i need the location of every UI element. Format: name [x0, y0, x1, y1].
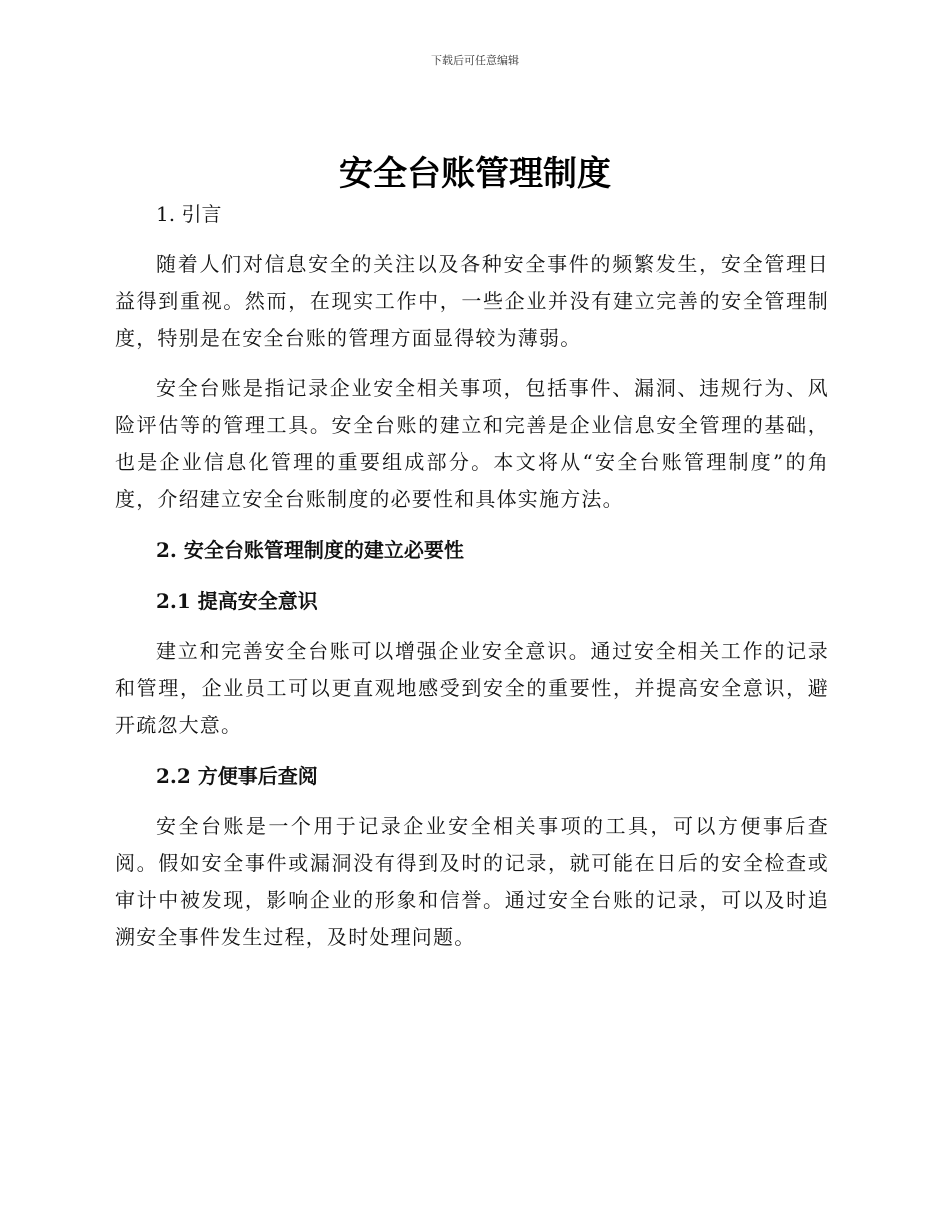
subsection-heading-awareness: 2.1 提高安全意识: [156, 589, 318, 613]
document-title: 安全台账管理制度: [339, 154, 611, 194]
subsection-heading-lookup: 2.2 方便事后查阅: [156, 764, 318, 788]
paragraph: 随着人们对信息安全的关注以及各种安全事件的频繁发生，安全管理日益得到重视。然而，在现实工作中，一些企业并没有建立完善的安全管理制度，特别是在安全台账的管理方面显得较为薄弱。: [115, 252, 829, 350]
section-heading-introduction: 1. 引言: [156, 202, 222, 226]
section-heading-necessity: 2. 安全台账管理制度的建立必要性: [156, 538, 464, 562]
header-note: 下载后可任意编辑: [431, 54, 519, 67]
paragraph: 安全台账是一个用于记录企业安全相关事项的工具，可以方便事后查阅。假如安全事件或漏洞没有得到及时的记录，就可能在日后的安全检查或审计中被发现，影响企业的形象和信誉。通过安全台账的记录，可以及时追溯安全事件发生过程，及时处理问题。: [115, 814, 829, 949]
paragraph: 建立和完善安全台账可以增强企业安全意识。通过安全相关工作的记录和管理，企业员工可以更直观地感受到安全的重要性，并提高安全意识，避开疏忽大意。: [115, 639, 829, 737]
paragraph: 安全台账是指记录企业安全相关事项，包括事件、漏洞、违规行为、风险评估等的管理工具。安全台账的建立和完善是企业信息安全管理的基础，也是企业信息化管理的重要组成部分。本文将从“安全台账管理制度”的角度，介绍建立安全台账制度的必要性和具体实施方法。: [115, 376, 829, 511]
document-body: [115, 196, 829, 956]
